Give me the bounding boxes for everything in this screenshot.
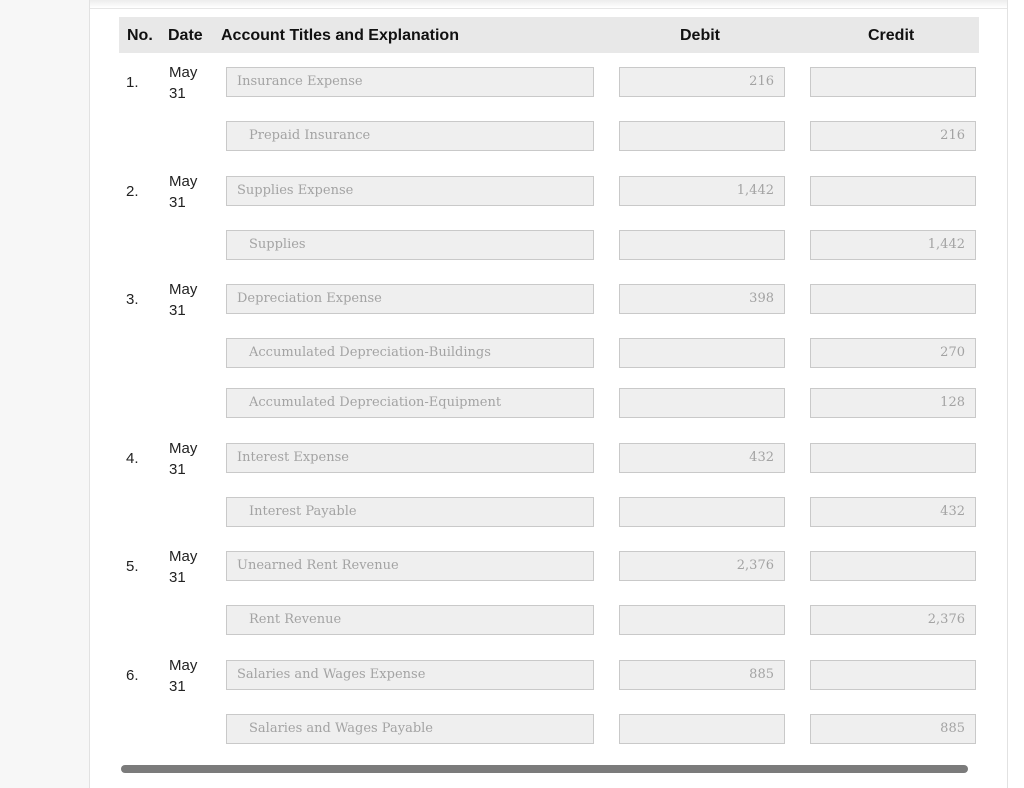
entry-date-day: 31 — [169, 569, 186, 586]
credit-field[interactable] — [810, 284, 976, 314]
account-title-field[interactable]: Salaries and Wages Payable — [226, 714, 594, 744]
debit-field[interactable] — [619, 338, 785, 368]
entry-number: 1. — [126, 74, 139, 91]
debit-field[interactable]: 1,442 — [619, 176, 785, 206]
right-border — [1007, 0, 1008, 788]
debit-field[interactable] — [619, 121, 785, 151]
account-title-field[interactable]: Salaries and Wages Expense — [226, 660, 594, 690]
credit-field[interactable] — [810, 67, 976, 97]
entry-number: 4. — [126, 450, 139, 467]
debit-field[interactable]: 2,376 — [619, 551, 785, 581]
debit-field[interactable]: 432 — [619, 443, 785, 473]
credit-field[interactable] — [810, 176, 976, 206]
debit-field[interactable]: 216 — [619, 67, 785, 97]
entry-date-day: 31 — [169, 85, 186, 102]
top-divider — [90, 0, 1008, 9]
credit-field[interactable]: 2,376 — [810, 605, 976, 635]
debit-field[interactable] — [619, 497, 785, 527]
header-debit: Debit — [680, 27, 720, 44]
header-no: No. — [127, 27, 153, 44]
debit-field[interactable]: 398 — [619, 284, 785, 314]
table-header — [119, 17, 979, 53]
debit-field[interactable] — [619, 605, 785, 635]
entry-date — [169, 546, 197, 588]
credit-field[interactable]: 432 — [810, 497, 976, 527]
entry-date — [169, 279, 197, 321]
account-title-field[interactable]: Interest Payable — [226, 497, 594, 527]
debit-field[interactable]: 885 — [619, 660, 785, 690]
header-account: Account Titles and Explanation — [221, 27, 459, 44]
account-title-field[interactable]: Prepaid Insurance — [226, 121, 594, 151]
credit-field[interactable] — [810, 660, 976, 690]
entry-number: 3. — [126, 291, 139, 308]
entry-number: 5. — [126, 558, 139, 575]
entry-date-month: May — [169, 64, 198, 81]
entry-date-day: 31 — [169, 194, 186, 211]
account-title-field[interactable]: Rent Revenue — [226, 605, 594, 635]
entry-date-month: May — [169, 548, 198, 565]
entry-date-day: 31 — [169, 302, 186, 319]
account-title-field[interactable]: Insurance Expense — [226, 67, 594, 97]
entry-date — [169, 62, 197, 104]
account-title-field[interactable]: Interest Expense — [226, 443, 594, 473]
account-title-field[interactable]: Accumulated Depreciation-Equipment — [226, 388, 594, 418]
debit-field[interactable] — [619, 714, 785, 744]
entry-date-day: 31 — [169, 678, 186, 695]
header-date: Date — [168, 27, 203, 44]
credit-field[interactable]: 885 — [810, 714, 976, 744]
credit-field[interactable]: 216 — [810, 121, 976, 151]
account-title-field[interactable]: Supplies Expense — [226, 176, 594, 206]
entry-date-month: May — [169, 173, 198, 190]
header-credit: Credit — [868, 27, 915, 44]
account-title-field[interactable]: Unearned Rent Revenue — [226, 551, 594, 581]
account-title-field[interactable]: Depreciation Expense — [226, 284, 594, 314]
credit-field[interactable]: 270 — [810, 338, 976, 368]
entry-date-day: 31 — [169, 461, 186, 478]
entry-date-month: May — [169, 281, 198, 298]
entry-date — [169, 438, 197, 480]
entry-date-month: May — [169, 657, 198, 674]
entry-date-month: May — [169, 440, 198, 457]
page-left-gutter — [0, 0, 90, 788]
entry-date — [169, 171, 197, 213]
horizontal-scrollbar[interactable] — [121, 765, 968, 773]
entry-number: 2. — [126, 183, 139, 200]
credit-field[interactable]: 128 — [810, 388, 976, 418]
account-title-field[interactable]: Accumulated Depreciation-Buildings — [226, 338, 594, 368]
debit-field[interactable] — [619, 230, 785, 260]
credit-field[interactable]: 1,442 — [810, 230, 976, 260]
entry-number: 6. — [126, 667, 139, 684]
credit-field[interactable] — [810, 551, 976, 581]
debit-field[interactable] — [619, 388, 785, 418]
account-title-field[interactable]: Supplies — [226, 230, 594, 260]
credit-field[interactable] — [810, 443, 976, 473]
entry-date — [169, 655, 197, 697]
